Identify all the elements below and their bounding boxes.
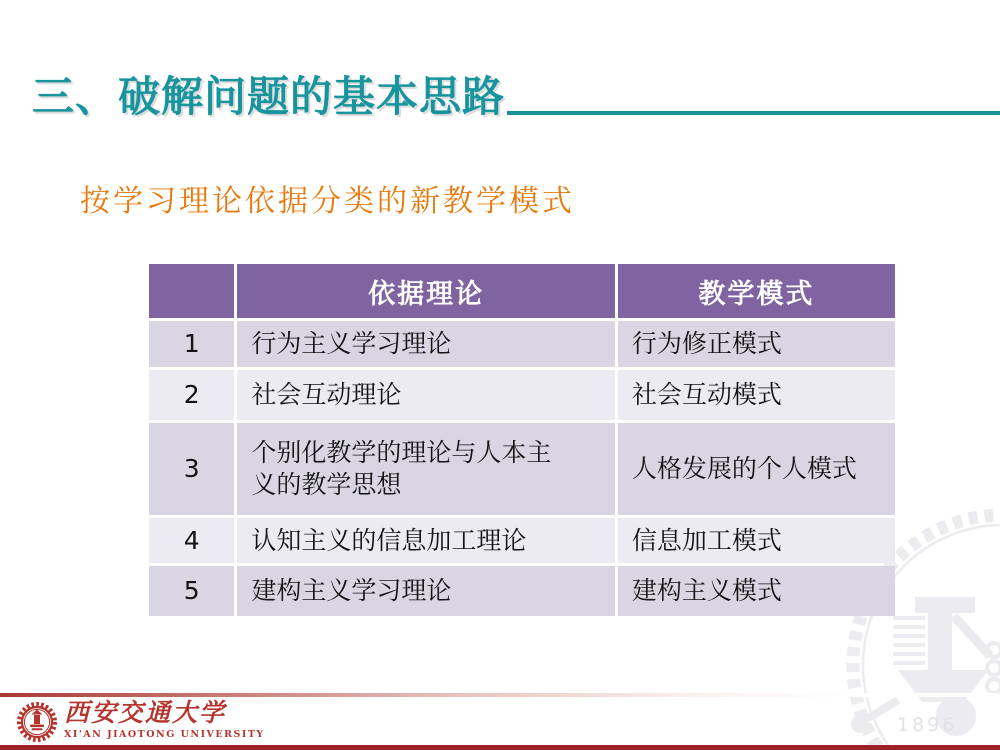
theory-cell: 个别化教学的理论与人本主义的教学思想	[237, 423, 615, 515]
title-underline	[507, 111, 1000, 115]
theory-cell: 建构主义学习理论	[237, 566, 615, 616]
row-number-cell: 1	[149, 321, 234, 367]
table-header-row	[149, 264, 895, 318]
mode-cell: 行为修正模式	[618, 321, 895, 367]
teaching-modes-table-wrap	[146, 261, 898, 619]
theory-cell: 社会互动理论	[237, 370, 615, 420]
university-name-cn: 西安交通大学	[64, 698, 227, 727]
title-row	[32, 72, 1000, 121]
slide-subtitle: 按学习理论依据分类的新教学模式	[80, 184, 575, 219]
table-row	[149, 321, 895, 367]
watermark-year: 1896	[897, 714, 958, 736]
page-title: 三、破解问题的基本思路	[32, 72, 506, 121]
header-theory-cell: 依据理论	[237, 264, 615, 318]
mode-cell: 信息加工模式	[618, 518, 895, 563]
row-number-cell: 3	[149, 423, 234, 515]
mode-cell: 建构主义模式	[618, 566, 895, 616]
gear-logo-icon	[15, 700, 59, 744]
bottom-edge-bar	[0, 745, 1000, 750]
theory-cell: 认知主义的信息加工理论	[237, 518, 615, 563]
header-mode-cell: 教学模式	[618, 264, 895, 318]
university-logo-texts	[64, 700, 265, 740]
table-row	[149, 423, 895, 515]
university-name-en: XI'AN JIAOTONG UNIVERSITY	[64, 729, 265, 740]
header-index-cell	[149, 264, 234, 318]
theory-cell: 行为主义学习理论	[237, 321, 615, 367]
row-number-cell: 4	[149, 518, 234, 563]
mode-cell: 人格发展的个人模式	[618, 423, 895, 515]
row-number-cell: 5	[149, 566, 234, 616]
table-row	[149, 370, 895, 420]
footer-divider-line	[0, 693, 1000, 697]
mode-cell: 社会互动模式	[618, 370, 895, 420]
row-number-cell: 2	[149, 370, 234, 420]
university-logo	[15, 700, 265, 744]
table-row	[149, 566, 895, 616]
table-row	[149, 518, 895, 563]
teaching-modes-table	[146, 261, 898, 619]
